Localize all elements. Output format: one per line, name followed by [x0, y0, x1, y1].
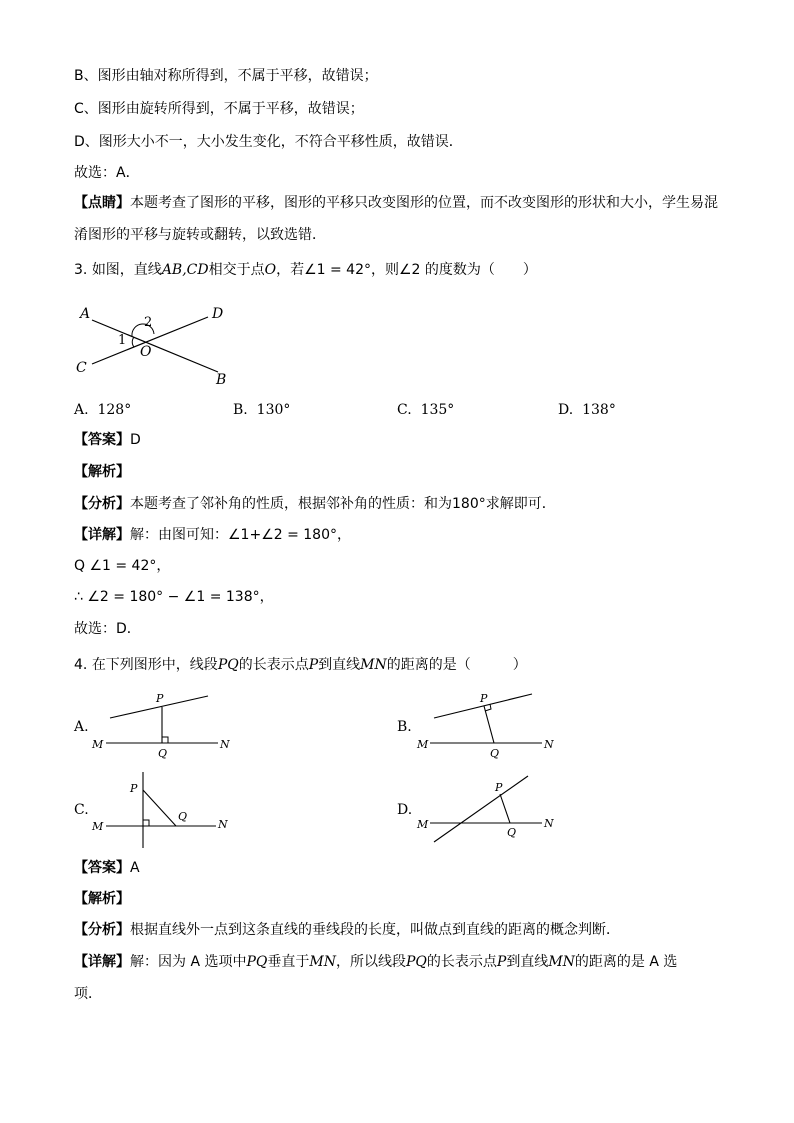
q3-answer-tag: 【答案】	[74, 432, 130, 448]
q4-fenxi-tag: 【分析】	[74, 922, 130, 938]
label-c: C	[76, 360, 87, 376]
q4-fenxi	[74, 920, 620, 940]
q4-answer-tag: 【答案】	[74, 860, 130, 876]
q4-figure-b	[414, 688, 564, 760]
q3-option-c: C. 135°	[397, 402, 455, 418]
q3-fenxi-text: 本题考查了邻补角的性质，根据邻补角的性质：和为180°求解即可．	[130, 496, 556, 512]
dianjing-tag: 【点睛】	[74, 195, 130, 211]
q4-figure-a	[88, 688, 238, 760]
svg-text:M: M	[92, 820, 104, 833]
svg-text:Q: Q	[507, 826, 517, 839]
line-option-c: C、图形由旋转所得到，不属于平移，故错误；	[74, 101, 364, 117]
q4-xiangjie-tag: 【详解】	[74, 954, 130, 970]
svg-text:N: N	[218, 818, 228, 831]
q3-step-2: Q ∠1 = 42°，	[74, 558, 171, 574]
line-answer-choice: 故选：A．	[74, 165, 140, 181]
q4-option-a-label: A.	[74, 719, 89, 735]
q3-figure-intersecting-lines	[70, 300, 240, 390]
svg-text:M: M	[417, 818, 429, 831]
q3-xiangjie-text: 解：由图可知：∠1+∠2 = 180°，	[130, 527, 351, 543]
q3-number: 3.	[74, 262, 88, 278]
q4-jiexi: 【解析】	[74, 891, 130, 907]
line-option-d: D、图形大小不一，大小发生变化，不符合平移性质，故错误．	[74, 134, 463, 150]
q4-answer	[74, 858, 140, 878]
svg-text:P: P	[156, 692, 164, 705]
q3-answer-value: D	[130, 432, 141, 448]
svg-text:N: N	[544, 817, 554, 830]
q3-option-a: A. 128°	[74, 402, 132, 418]
q4-text-pre: 在下列图形中，线段	[91, 657, 218, 673]
label-angle-2: 2	[144, 315, 153, 330]
q3-xiangjie	[74, 525, 351, 545]
svg-text:P: P	[130, 782, 138, 795]
q3-text-mid: 相交于点	[208, 262, 265, 278]
q3-jiexi: 【解析】	[74, 464, 130, 480]
q4-answer-value: A	[130, 860, 140, 876]
q3-point-o: O	[264, 262, 277, 278]
svg-text:P: P	[495, 781, 503, 794]
q3-fenxi	[74, 494, 556, 514]
q4-figure-c	[88, 768, 238, 850]
svg-text:N: N	[544, 738, 554, 751]
svg-text:Q: Q	[490, 747, 500, 760]
q3-condition: ，若∠1 = 42°，则∠2 的度数为（ ）	[276, 262, 537, 278]
q3-step-3: ∴ ∠2 = 180° − ∠1 = 138°，	[74, 589, 274, 605]
svg-text:P: P	[480, 692, 488, 705]
svg-text:Q: Q	[158, 747, 168, 760]
label-angle-1: 1	[118, 333, 127, 348]
label-o: O	[140, 344, 152, 360]
q4-xiangjie: 【详解】解：因为 A 选项中PQ垂直于MN，所以线段PQ的长表示点P到直线MN的距离的是 A 选	[74, 954, 678, 970]
label-d: D	[212, 306, 224, 322]
line-dianjing	[74, 193, 718, 213]
q4-text-post: 的距离的是（ ）	[386, 657, 527, 673]
q4-option-c-label: C.	[74, 802, 89, 818]
svg-text:M: M	[92, 738, 104, 751]
q4-number: 4.	[74, 657, 88, 673]
question-4-stem	[74, 655, 527, 675]
q4-fenxi-text: 根据直线外一点到这条直线的垂线段的长度，叫做点到直线的距离的概念判断．	[130, 922, 620, 938]
line-dianjing-cont: 淆图形的平移与旋转或翻转，以致选错．	[74, 227, 326, 243]
q4-segment-pq: PQ	[217, 657, 239, 673]
line-option-b: B、图形由轴对称所得到，不属于平移，故错误；	[74, 68, 378, 84]
q3-text-pre: 如图，直线	[91, 262, 162, 278]
q4-text-mid2: 到直线	[318, 657, 361, 673]
angle-1-arc	[132, 337, 134, 347]
q4-option-b-label: B.	[397, 719, 412, 735]
q3-choice: 故选：D．	[74, 621, 141, 637]
q4-text-mid1: 的长表示点	[238, 657, 309, 673]
question-3-stem	[74, 260, 537, 280]
q4-figure-d	[414, 768, 564, 850]
line-ab	[92, 320, 218, 372]
svg-text:Q: Q	[178, 810, 188, 823]
dianjing-text-1: 本题考查了图形的平移，图形的平移只改变图形的位置，而不改变图形的形状和大小，学生易混	[130, 195, 718, 211]
q3-option-b: B. 130°	[233, 402, 291, 418]
q3-lines-ab-cd: AB,CD	[161, 262, 209, 278]
q4-xiangjie-cont: 项．	[74, 986, 102, 1002]
label-a: A	[80, 306, 91, 322]
q3-option-d: D. 138°	[558, 402, 616, 418]
q4-point-p: P	[308, 657, 319, 673]
q3-xiangjie-tag: 【详解】	[74, 527, 130, 543]
q3-fenxi-tag: 【分析】	[74, 496, 130, 512]
q4-option-d-label: D.	[397, 802, 413, 818]
svg-text:N: N	[220, 738, 230, 751]
q4-line-mn: MN	[360, 657, 387, 673]
q3-answer	[74, 430, 141, 450]
label-b: B	[216, 372, 227, 388]
svg-text:M: M	[417, 738, 429, 751]
